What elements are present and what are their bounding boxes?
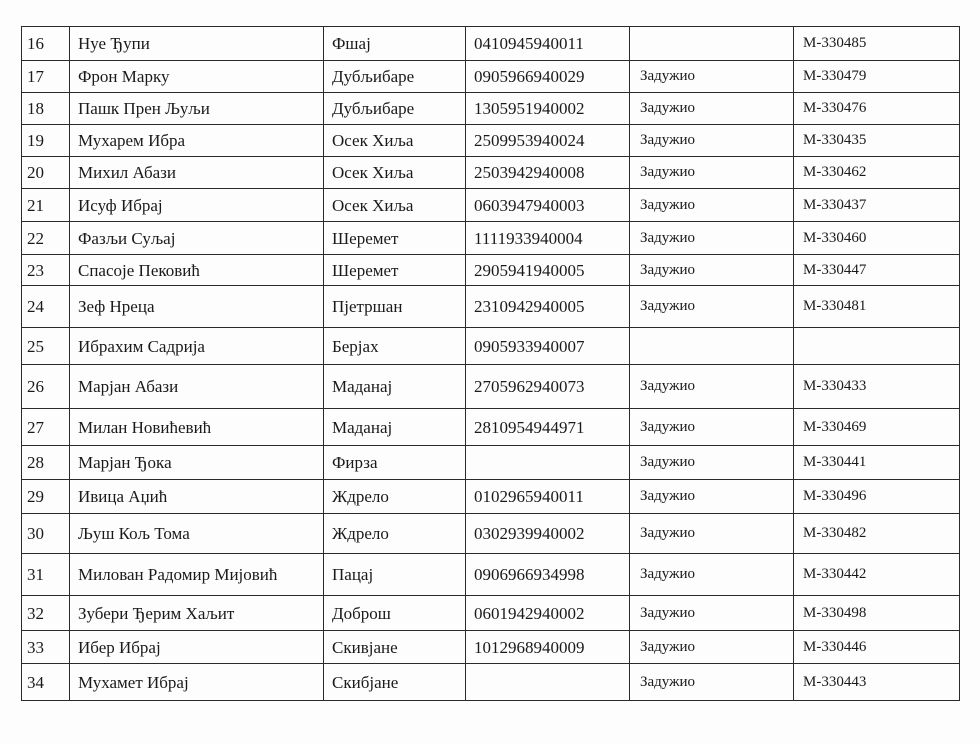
row-number-cell: 18 — [22, 93, 70, 125]
place-cell: Пјетршан — [324, 286, 466, 328]
table-row — [22, 664, 960, 701]
row-number-cell: 19 — [22, 125, 70, 157]
place-cell: Фшај — [324, 27, 466, 61]
status-cell: Задужио — [630, 596, 794, 631]
status-cell: Задужио — [630, 222, 794, 255]
status-cell: Задужио — [630, 189, 794, 222]
name-cell: Исуф Ибрај — [70, 189, 324, 222]
table-row — [22, 222, 960, 255]
table-row — [22, 255, 960, 286]
code-cell: М-330443 — [794, 664, 960, 701]
table-row — [22, 596, 960, 631]
table-row — [22, 409, 960, 446]
row-number-cell: 22 — [22, 222, 70, 255]
table-row — [22, 328, 960, 365]
jmbg-cell: 0905933940007 — [466, 328, 630, 365]
jmbg-cell: 1111933940004 — [466, 222, 630, 255]
table-row — [22, 157, 960, 189]
place-cell: Осек Хиља — [324, 125, 466, 157]
status-cell: Задужио — [630, 631, 794, 664]
name-cell: Ибер Ибрај — [70, 631, 324, 664]
registry-table-body — [22, 27, 960, 701]
place-cell: Скибјане — [324, 664, 466, 701]
status-cell: Задужио — [630, 125, 794, 157]
jmbg-cell: 0603947940003 — [466, 189, 630, 222]
table-row — [22, 27, 960, 61]
code-cell: М-330442 — [794, 554, 960, 596]
table-row — [22, 631, 960, 664]
jmbg-cell: 0302939940002 — [466, 514, 630, 554]
row-number-cell: 33 — [22, 631, 70, 664]
table-row — [22, 125, 960, 157]
place-cell: Шеремет — [324, 222, 466, 255]
name-cell: Фрон Марку — [70, 61, 324, 93]
jmbg-cell: 0102965940011 — [466, 480, 630, 514]
code-cell: М-330446 — [794, 631, 960, 664]
table-row — [22, 480, 960, 514]
code-cell: М-330498 — [794, 596, 960, 631]
table-row — [22, 93, 960, 125]
status-cell: Задужио — [630, 286, 794, 328]
name-cell: Нуе Ђупи — [70, 27, 324, 61]
code-cell: М-330441 — [794, 446, 960, 480]
table-row — [22, 514, 960, 554]
row-number-cell: 28 — [22, 446, 70, 480]
row-number-cell: 25 — [22, 328, 70, 365]
place-cell: Осек Хиља — [324, 157, 466, 189]
name-cell: Мухарем Ибра — [70, 125, 324, 157]
jmbg-cell: 0905966940029 — [466, 61, 630, 93]
status-cell: Задужио — [630, 480, 794, 514]
jmbg-cell: 2705962940073 — [466, 365, 630, 409]
status-cell — [630, 27, 794, 61]
table-row — [22, 61, 960, 93]
registry-table — [21, 26, 960, 701]
place-cell: Шеремет — [324, 255, 466, 286]
status-cell: Задужио — [630, 93, 794, 125]
status-cell: Задужио — [630, 554, 794, 596]
place-cell: Осек Хиља — [324, 189, 466, 222]
jmbg-cell: 2905941940005 — [466, 255, 630, 286]
row-number-cell: 32 — [22, 596, 70, 631]
row-number-cell: 29 — [22, 480, 70, 514]
name-cell: Милан Новићевић — [70, 409, 324, 446]
name-cell: Милован Радомир Мијовић — [70, 554, 324, 596]
table-row — [22, 365, 960, 409]
name-cell: Мухамет Ибрај — [70, 664, 324, 701]
place-cell: Дубљибаре — [324, 61, 466, 93]
place-cell: Ждрело — [324, 480, 466, 514]
jmbg-cell: 2503942940008 — [466, 157, 630, 189]
code-cell: М-330437 — [794, 189, 960, 222]
status-cell: Задужио — [630, 365, 794, 409]
row-number-cell: 24 — [22, 286, 70, 328]
name-cell: Спасоје Пековић — [70, 255, 324, 286]
status-cell: Задужио — [630, 446, 794, 480]
row-number-cell: 20 — [22, 157, 70, 189]
table-row — [22, 189, 960, 222]
row-number-cell: 17 — [22, 61, 70, 93]
table-row — [22, 446, 960, 480]
name-cell: Михил Абази — [70, 157, 324, 189]
jmbg-cell: 2810954944971 — [466, 409, 630, 446]
place-cell: Скивјане — [324, 631, 466, 664]
row-number-cell: 27 — [22, 409, 70, 446]
table-row — [22, 554, 960, 596]
code-cell: М-330433 — [794, 365, 960, 409]
status-cell — [630, 328, 794, 365]
code-cell: М-330435 — [794, 125, 960, 157]
status-cell: Задужио — [630, 157, 794, 189]
status-cell: Задужио — [630, 61, 794, 93]
name-cell: Ибрахим Садрија — [70, 328, 324, 365]
place-cell: Доброш — [324, 596, 466, 631]
row-number-cell: 31 — [22, 554, 70, 596]
place-cell: Дубљибаре — [324, 93, 466, 125]
jmbg-cell: 0410945940011 — [466, 27, 630, 61]
status-cell: Задужио — [630, 255, 794, 286]
code-cell — [794, 328, 960, 365]
jmbg-cell: 0601942940002 — [466, 596, 630, 631]
name-cell: Марјан Ђока — [70, 446, 324, 480]
name-cell: Марјан Абази — [70, 365, 324, 409]
jmbg-cell — [466, 446, 630, 480]
name-cell: Ивица Аџић — [70, 480, 324, 514]
name-cell: Пашк Прен Љуљи — [70, 93, 324, 125]
code-cell: М-330469 — [794, 409, 960, 446]
code-cell: М-330462 — [794, 157, 960, 189]
place-cell: Маданај — [324, 365, 466, 409]
name-cell: Фазљи Суљај — [70, 222, 324, 255]
place-cell: Маданај — [324, 409, 466, 446]
status-cell: Задужио — [630, 664, 794, 701]
code-cell: М-330460 — [794, 222, 960, 255]
table-row — [22, 286, 960, 328]
name-cell: Зубери Ђерим Хаљит — [70, 596, 324, 631]
jmbg-cell — [466, 664, 630, 701]
row-number-cell: 16 — [22, 27, 70, 61]
code-cell: М-330447 — [794, 255, 960, 286]
jmbg-cell: 2509953940024 — [466, 125, 630, 157]
code-cell: М-330479 — [794, 61, 960, 93]
code-cell: М-330485 — [794, 27, 960, 61]
jmbg-cell: 2310942940005 — [466, 286, 630, 328]
status-cell: Задужио — [630, 514, 794, 554]
place-cell: Пацај — [324, 554, 466, 596]
status-cell: Задужио — [630, 409, 794, 446]
name-cell: Зеф Нреца — [70, 286, 324, 328]
code-cell: М-330496 — [794, 480, 960, 514]
jmbg-cell: 0906966934998 — [466, 554, 630, 596]
row-number-cell: 21 — [22, 189, 70, 222]
code-cell: М-330482 — [794, 514, 960, 554]
row-number-cell: 23 — [22, 255, 70, 286]
code-cell: М-330476 — [794, 93, 960, 125]
name-cell: Љуш Кољ Тома — [70, 514, 324, 554]
jmbg-cell: 1012968940009 — [466, 631, 630, 664]
row-number-cell: 30 — [22, 514, 70, 554]
place-cell: Фирза — [324, 446, 466, 480]
row-number-cell: 26 — [22, 365, 70, 409]
place-cell: Ждрело — [324, 514, 466, 554]
jmbg-cell: 1305951940002 — [466, 93, 630, 125]
row-number-cell: 34 — [22, 664, 70, 701]
code-cell: М-330481 — [794, 286, 960, 328]
place-cell: Берјах — [324, 328, 466, 365]
